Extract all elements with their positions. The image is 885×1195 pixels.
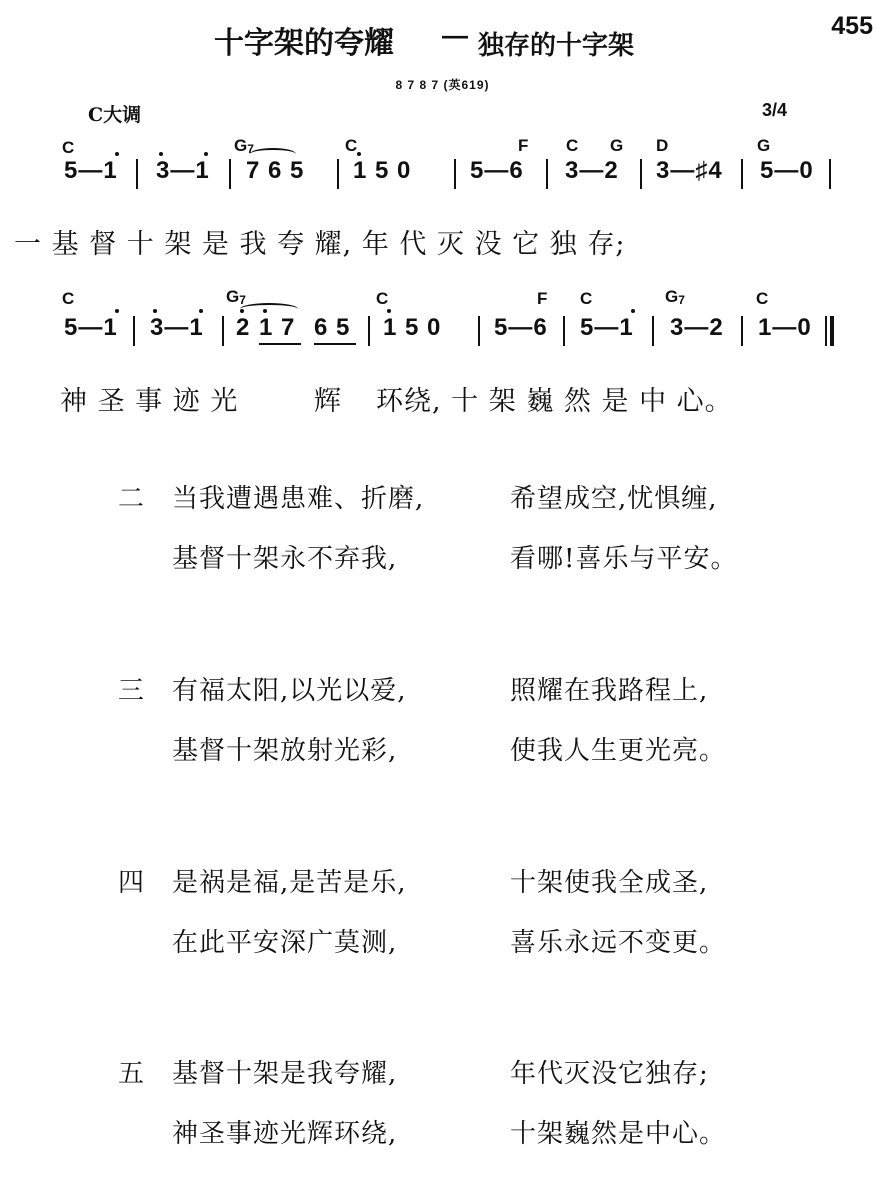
chord-c: C bbox=[376, 289, 389, 308]
hymn-subtitle: 独存的十字架 bbox=[478, 31, 635, 61]
octave-dot bbox=[387, 309, 391, 313]
measure: 5—6 bbox=[494, 314, 548, 341]
measure: 1 5 0 bbox=[383, 314, 442, 341]
final-bar-line bbox=[830, 316, 834, 346]
page-number: 455 bbox=[831, 12, 873, 40]
measure: 5—1 bbox=[580, 314, 634, 341]
verse-line: 使我人生更光亮。 bbox=[510, 736, 727, 766]
verse-line: 是祸是福,是苦是乐, bbox=[172, 868, 407, 898]
lyrics-line-2b: 辉 bbox=[314, 386, 342, 417]
octave-dot bbox=[159, 152, 163, 156]
bar-line bbox=[546, 159, 548, 189]
chord-f: F bbox=[537, 289, 548, 308]
chord-g: G bbox=[610, 136, 624, 155]
time-signature: 3/4 bbox=[762, 100, 788, 120]
verse-number: 四 bbox=[118, 868, 146, 898]
octave-dot bbox=[115, 152, 119, 156]
bar-line bbox=[229, 159, 231, 189]
lyrics-line-2c: 环绕, 十 架 巍 然 是 中 心。 bbox=[376, 386, 733, 417]
measure: 1—0 bbox=[758, 314, 812, 341]
measure: 3—1 bbox=[156, 157, 210, 184]
slur bbox=[250, 148, 296, 160]
bar-line bbox=[337, 159, 339, 189]
eighth-note-underline bbox=[314, 343, 356, 345]
measure: 1 5 0 bbox=[353, 157, 412, 184]
eighth-note-underline bbox=[259, 343, 301, 345]
measure: 2 bbox=[236, 314, 251, 341]
chord-c: C bbox=[566, 136, 579, 155]
bar-line bbox=[222, 316, 224, 346]
verse-line: 年代灭没它独存; bbox=[510, 1059, 709, 1089]
bar-line bbox=[829, 159, 831, 189]
measure: 6 5 bbox=[314, 314, 351, 341]
verse-line: 神圣事迹光辉环绕, bbox=[172, 1119, 398, 1149]
measure: 5—1 bbox=[64, 157, 118, 184]
verse-line: 在此平安深广莫测, bbox=[172, 928, 398, 958]
chord-d: D bbox=[656, 136, 669, 155]
measure: 5—6 bbox=[470, 157, 524, 184]
chord-g7: $G_7$ bbox=[226, 287, 246, 307]
measure: 7 6 5 bbox=[246, 157, 305, 184]
measure: 5—1 bbox=[64, 314, 118, 341]
bar-line bbox=[563, 316, 565, 346]
verse-number: 五 bbox=[118, 1059, 146, 1089]
bar-line bbox=[133, 316, 135, 346]
chord-g7: $G_7$ bbox=[234, 136, 254, 156]
bar-line bbox=[454, 159, 456, 189]
octave-dot bbox=[115, 309, 119, 313]
measure: 3—1 bbox=[150, 314, 204, 341]
measure: 5—0 bbox=[760, 157, 814, 184]
octave-dot bbox=[204, 152, 208, 156]
octave-dot bbox=[357, 152, 361, 156]
measure: 3—♯4 bbox=[656, 157, 723, 184]
chord-g: G bbox=[757, 136, 771, 155]
title-dash: — bbox=[442, 20, 468, 50]
verse-line: 照耀在我路程上, bbox=[510, 676, 709, 706]
octave-dot bbox=[631, 309, 635, 313]
octave-dot bbox=[153, 309, 157, 313]
verse-line: 当我遭遇患难、折磨, bbox=[172, 484, 425, 514]
verse-line: 喜乐永远不变更。 bbox=[510, 928, 727, 958]
bar-line bbox=[640, 159, 642, 189]
bar-line bbox=[478, 316, 480, 346]
bar-line bbox=[652, 316, 654, 346]
verse-number: 三 bbox=[118, 676, 146, 706]
final-bar-line bbox=[825, 316, 827, 346]
slur bbox=[240, 303, 298, 315]
verse-line: 基督十架是我夸耀, bbox=[172, 1059, 398, 1089]
verse-line: 十架使我全成圣, bbox=[510, 868, 709, 898]
chord-c: C bbox=[756, 289, 769, 308]
lyrics-line-2a: 神 圣 事 迹 光 bbox=[60, 386, 239, 417]
bar-line bbox=[368, 316, 370, 346]
hymn-title: 十字架的夸耀 bbox=[214, 26, 394, 61]
verse-line: 基督十架放射光彩, bbox=[172, 736, 398, 766]
meter-label: 8 7 8 7 (英619) bbox=[395, 78, 490, 92]
octave-dot bbox=[199, 309, 203, 313]
bar-line bbox=[741, 159, 743, 189]
chord-c: C bbox=[580, 289, 593, 308]
verse-line: 十架巍然是中心。 bbox=[510, 1119, 727, 1149]
measure: 3—2 bbox=[565, 157, 619, 184]
bar-line bbox=[136, 159, 138, 189]
key-signature: C大调 bbox=[88, 104, 142, 126]
measure: 1 7 bbox=[259, 314, 296, 341]
verse-line: 看哪!喜乐与平安。 bbox=[510, 544, 738, 574]
chord-c: C bbox=[345, 136, 358, 155]
chord-c: C bbox=[62, 138, 75, 157]
measure: 3—2 bbox=[670, 314, 724, 341]
bar-line bbox=[741, 316, 743, 346]
verse-line: 希望成空,忧惧缠, bbox=[510, 484, 718, 514]
chord-f: F bbox=[518, 136, 529, 155]
verse-line: 基督十架永不弃我, bbox=[172, 544, 398, 574]
verse-number: 二 bbox=[118, 484, 146, 514]
verse-line: 有福太阳,以光以爱, bbox=[172, 676, 407, 706]
lyrics-line-1: 一 基 督 十 架 是 我 夸 耀, 年 代 灭 没 它 独 存; bbox=[14, 229, 626, 260]
chord-c: C bbox=[62, 289, 75, 308]
chord-g7: $G_7$ bbox=[665, 287, 685, 307]
